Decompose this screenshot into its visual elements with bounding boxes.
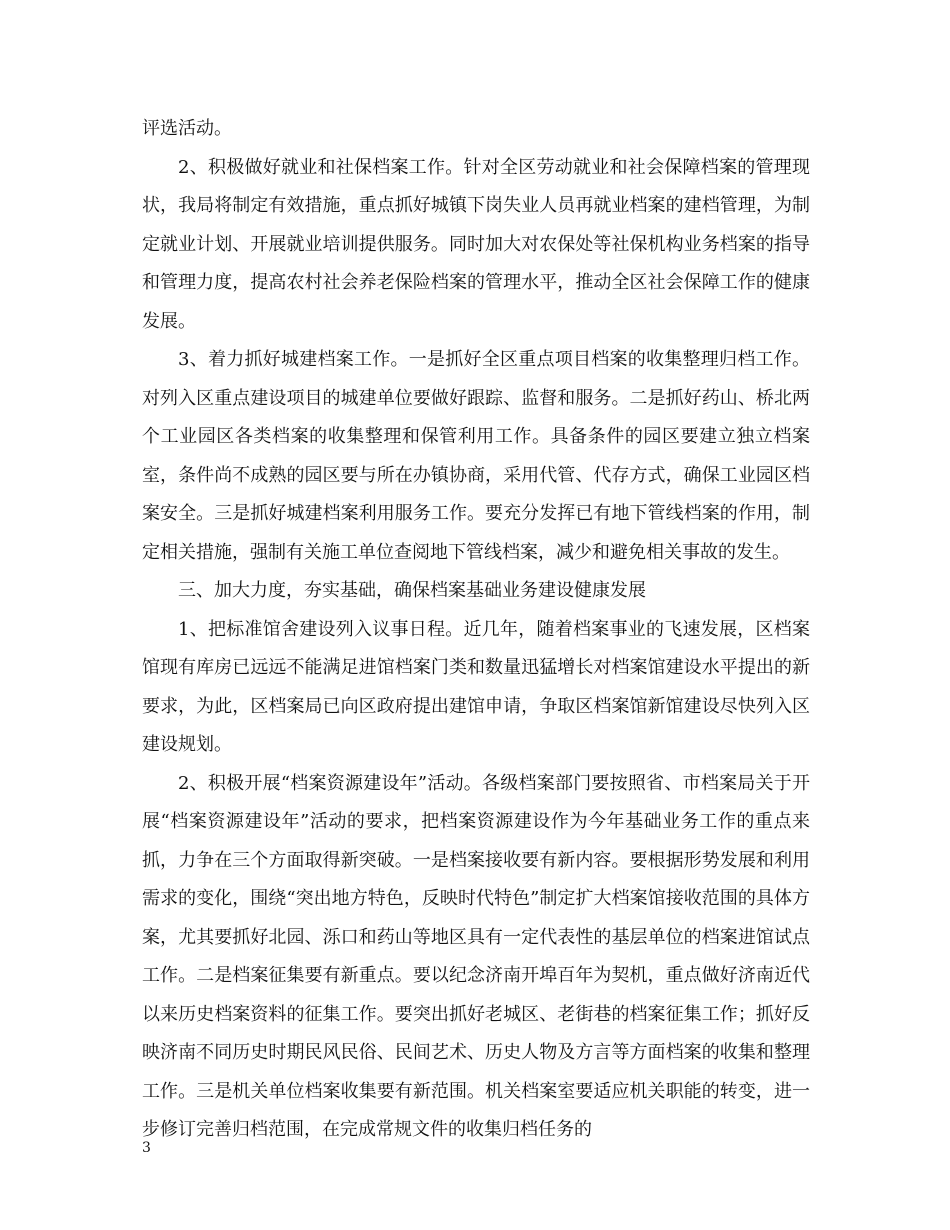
section-heading: 三、加大力度，夯实基础，确保档案基础业务建设健康发展 [178,580,646,601]
document-body [142,110,810,1150]
paragraph-continuation: 评选活动。 [142,118,232,139]
paragraph-archive-resources-year: 2、积极开展“档案资源建设年”活动。各级档案部门要按照省、市档案局关于开展“档案资源建设年”活动的要求，把档案资源建设作为今年基础业务工作的重点来抓，力争在三个方面取得新突破。一是档案接收要有新内容。要根据形势发展和利用需求的变化，围绕“突出地方特色，反映时代特色”制定扩大档案馆接收范围的具体方案，尤其要抓好北园、泺口和药山等地区具有一定代表性的基层单位的档案进馆试点工作。二是档案征集要有新重点。要以纪念济南开埠百年为契机，重点做好济南近代以来历史档案资料的征集工作。要突出抓好老城区、老街巷的档案征集工作；抓好反映济南不同历史时期民风民俗、民间艺术、历史人物及方言等方面档案的收集和整理工作。三是机关单位档案收集要有新范围。机关档案室要适应机关职能的转变，进一步修订完善归档范围，在完成常规文件的收集归档任务的 [142,772,810,1140]
paragraph-urban-construction-archives: 3、着力抓好城建档案工作。一是抓好全区重点项目档案的收集整理归档工作。对列入区重点建设项目的城建单位要做好跟踪、监督和服务。二是抓好药山、桥北两个工业园区各类档案的收集整理和保管利用工作。具备条件的园区要建立独立档案室，条件尚不成熟的园区要与所在办镇协商，采用代管、代存方式，确保工业园区档案安全。三是抓好城建档案利用服务工作。要充分发挥已有地下管线档案的作用，制定相关措施，强制有关施工单位查阅地下管线档案，减少和避免相关事故的发生。 [142,349,810,563]
paragraph-archive-building: 1、把标准馆舍建设列入议事日程。近几年，随着档案事业的飞速发展，区档案馆现有库房已远远不能满足进馆档案门类和数量迅猛增长对档案馆建设水平提出的新要求，为此，区档案局已向区政府提出建馆申请，争取区档案馆新馆建设尽快列入区建设规划。 [142,618,810,755]
paragraph-employment-archives: 2、积极做好就业和社保档案工作。针对全区劳动就业和社会保障档案的管理现状，我局将制定有效措施，重点抓好城镇下岗失业人员再就业档案的建档管理，为制定就业计划、开展就业培训提供服务。同时加大对农保处等社保机构业务档案的指导和管理力度，提高农村社会养老保险档案的管理水平，推动全区社会保障工作的健康发展。 [142,156,810,332]
page-number: 3 [142,1140,151,1156]
